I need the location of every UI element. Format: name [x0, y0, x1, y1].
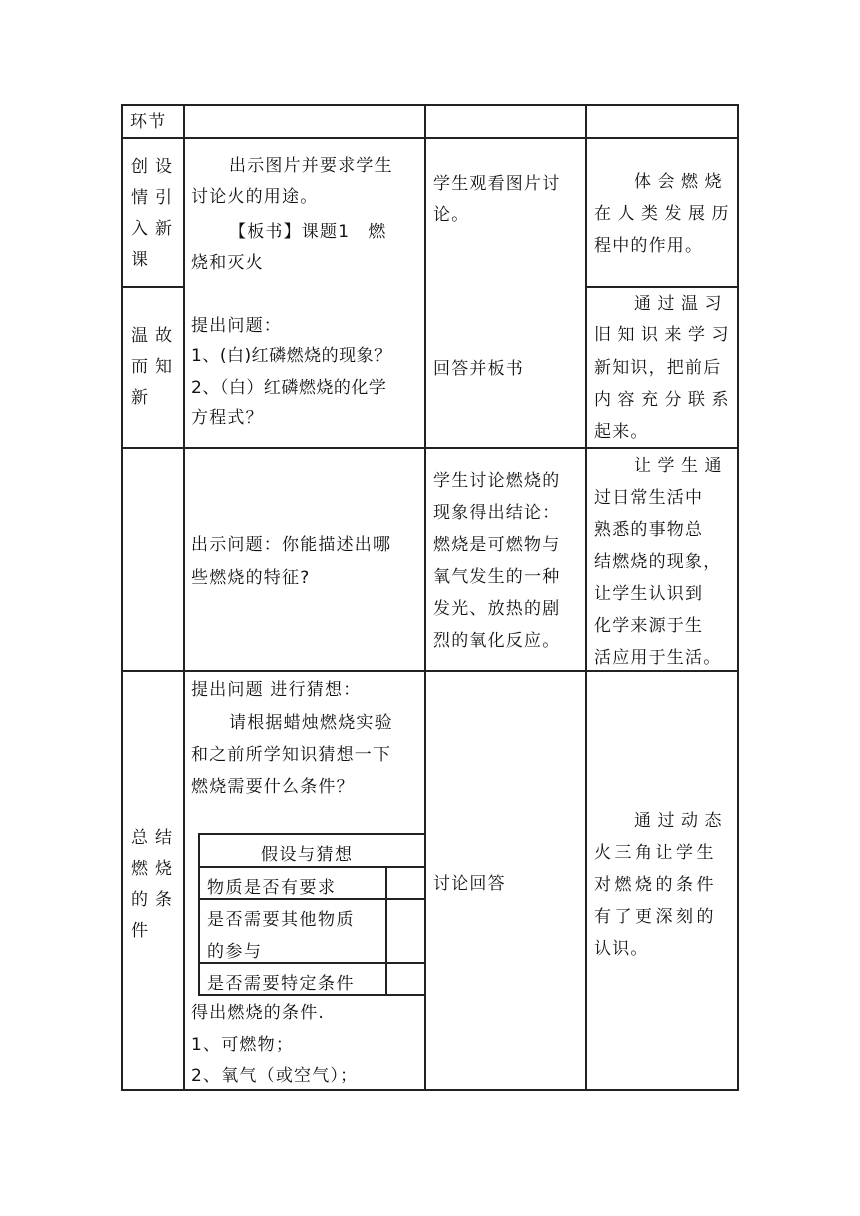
teacher-line: 提出问题 进行猜想： [191, 680, 362, 700]
student-line: 烈的氧化反应。 [433, 631, 561, 651]
intent-line: 认识。 [594, 939, 649, 959]
grid-line [121, 104, 123, 1090]
intent-line: 让学生通 [634, 456, 728, 476]
student-line: 燃烧是可燃物与 [433, 535, 561, 555]
student-line: 学生观看图片讨 [433, 174, 561, 194]
intent-line: 有了更深刻的 [594, 907, 717, 927]
teacher-line: 讨论火的用途。 [191, 187, 319, 207]
teacher-line: 些燃烧的特征? [191, 568, 311, 588]
intent-line: 起来。 [594, 422, 649, 442]
teacher-line: 2、氧气（或空气）； [191, 1066, 359, 1086]
intent-line: 活应用于生活。 [594, 648, 722, 668]
grid-line [737, 104, 739, 1090]
intent-line: 通过动态 [634, 811, 728, 831]
teacher-line: 2、（白）红磷燃烧的化学 [191, 378, 387, 398]
intent-line: 通过温习 [634, 294, 728, 314]
teacher-line: 请根据蜡烛燃烧实验 [229, 713, 393, 733]
grid-line [121, 104, 739, 106]
intent-line: 结燃烧的现象， [594, 552, 722, 572]
inner-grid-line [198, 833, 200, 995]
stage-line: 燃烧 [131, 859, 179, 879]
grid-line [585, 104, 587, 1090]
hypothesis-item: 物质是否有要求 [207, 878, 337, 898]
intent-line: 程中的作用。 [594, 236, 704, 256]
grid-line [121, 137, 739, 139]
teacher-line: 出示问题：你能描述出哪 [191, 535, 392, 555]
stage-line: 的条 [131, 890, 179, 910]
stage-line: 而知 [131, 357, 179, 377]
grid-line [585, 286, 739, 288]
intent-line: 旧知识来学习 [594, 325, 735, 345]
intent-line: 体会燃烧 [634, 172, 728, 192]
intent-line: 在人类发展历 [594, 204, 735, 224]
hypothesis-title: 假设与猜想 [261, 845, 354, 865]
inner-grid-line [385, 866, 387, 995]
intent-line: 化学来源于生 [594, 616, 704, 636]
stage-line: 件 [131, 921, 155, 941]
hypothesis-item: 的参与 [207, 942, 263, 962]
intent-line: 新知识，把前后 [594, 358, 722, 378]
intent-line: 内容充分联系 [594, 390, 735, 410]
intent-line: 火三角让学生 [594, 843, 717, 863]
stage-line: 总结 [131, 828, 179, 848]
intent-line: 让学生认识到 [594, 584, 704, 604]
teacher-line: 1、(白)红磷燃烧的现象？ [191, 346, 392, 366]
grid-line [424, 104, 426, 1090]
hypothesis-item: 是否需要其他物质 [207, 910, 355, 930]
teacher-line: 出示图片并要求学生 [229, 156, 393, 176]
intent-line: 熟悉的事物总 [594, 520, 704, 540]
grid-line [121, 286, 184, 288]
stage-cell-1 [131, 152, 179, 276]
student-line: 现象得出结论： [433, 503, 561, 523]
teacher-line: 燃烧需要什么条件？ [191, 777, 355, 797]
stage-line: 情引 [131, 188, 179, 208]
teacher-line: 和之前所学知识猜想一下 [191, 745, 392, 765]
inner-grid-line [198, 866, 424, 868]
stage-line: 入新 [131, 219, 179, 239]
grid-line [183, 104, 185, 1090]
student-line: 讨论回答 [433, 874, 506, 894]
teacher-line: 烧和灭火 [191, 253, 264, 273]
stage-cell-4 [131, 823, 179, 947]
header-stage: 环节 [130, 112, 167, 132]
stage-line: 课 [131, 250, 155, 270]
intent-line: 过日常生活中 [594, 488, 704, 508]
inner-grid-line [198, 833, 424, 835]
hypothesis-item: 是否需要特定条件 [207, 974, 355, 994]
teacher-line: 【板书】课题1 燃 [229, 222, 387, 242]
student-line: 学生讨论燃烧的 [433, 471, 561, 491]
inner-grid-line [198, 994, 424, 996]
stage-line: 温故 [131, 326, 179, 346]
student-line: 论。 [433, 205, 470, 225]
stage-line: 创设 [131, 157, 179, 177]
inner-grid-line [198, 898, 424, 900]
intent-line: 对燃烧的条件 [594, 875, 717, 895]
student-line: 发光、放热的剧 [433, 599, 561, 619]
teacher-line: 提出问题： [191, 316, 282, 336]
teacher-line: 1、可燃物； [191, 1035, 295, 1055]
inner-grid-line [198, 962, 424, 964]
student-line: 回答并板书 [433, 359, 524, 379]
student-line: 氧气发生的一种 [433, 567, 561, 587]
teacher-line: 方程式？ [191, 408, 264, 428]
teacher-line: 得出燃烧的条件. [191, 1003, 326, 1023]
stage-cell-2 [131, 321, 179, 414]
stage-line: 新 [131, 388, 155, 408]
